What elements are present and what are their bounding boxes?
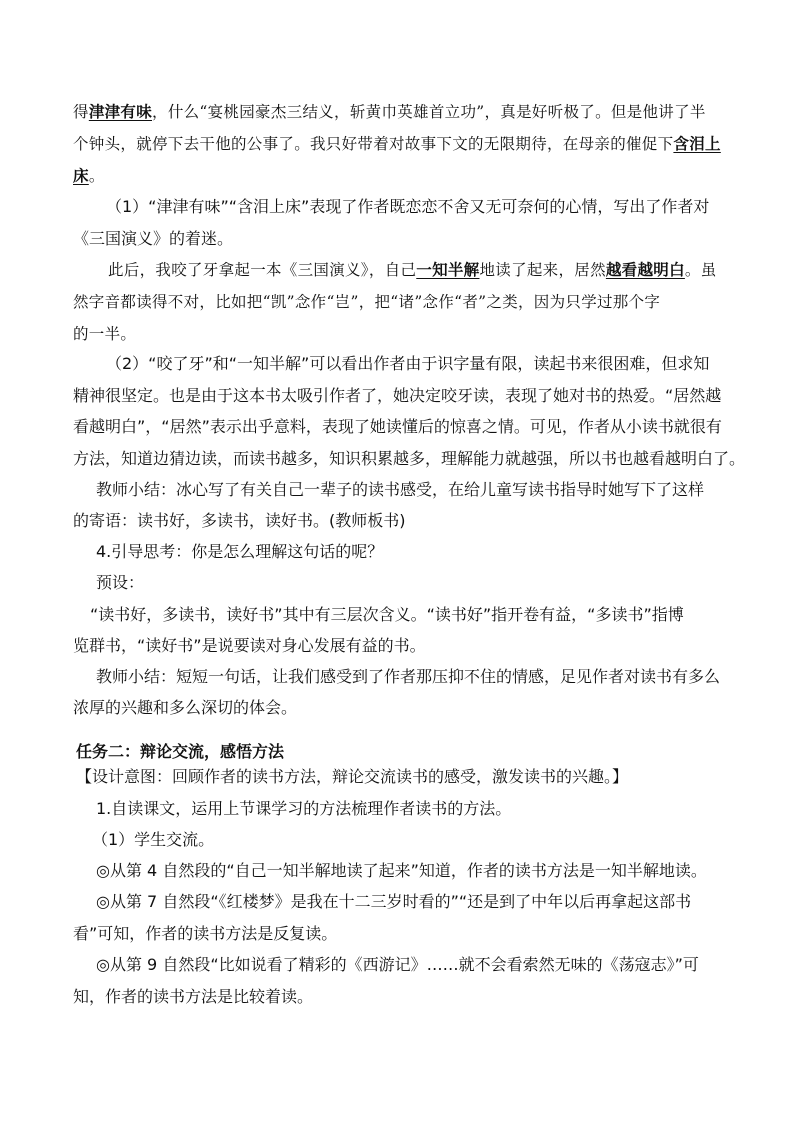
- excerpt-paragraph-1: 得津津有味，什么“宴桃园豪杰三结义，斩黄巾英雄首立功”，真是好听极了。但是他讲了半: [73, 102, 706, 121]
- highlight-phrase: 津津有味: [88, 102, 153, 121]
- highlight-phrase: 越看越明白: [605, 260, 685, 279]
- excerpt-paragraph-1-line-3: 床。: [73, 166, 105, 185]
- preset-line-2: 览群书，“读好书”是说要读对身心发展有益的书。: [73, 636, 426, 655]
- design-intent: 【设计意图：回顾作者的读书方法，辩论交流读书的感受，激发读书的兴趣。】: [76, 767, 629, 786]
- highlight-phrase: 一知半解: [416, 260, 480, 279]
- note-2-line-2: 精神很坚定。也是由于这本书太吸引作者了，她决定咬牙读，表现了她对书的热爱。“居然越: [73, 386, 722, 405]
- note-2-line-1: （2）“咬了牙”和“一知半解”可以看出作者由于识字量有限，读起书来很困难，但求知: [106, 354, 710, 373]
- teacher-summary-1-line-2: 的寄语：读书好，多读书，读好书。(教师板书): [73, 511, 406, 530]
- task-2-title: 任务二：辩论交流，感悟方法: [76, 742, 285, 761]
- excerpt-paragraph-2: 此后，我咬了牙拿起一本《三国演义》，自己一知半解地读了起来，居然越看越明白。虽: [108, 260, 717, 279]
- teacher-summary-2-line-1: 教师小结：短短一句话，让我们感受到了作者那压抑不住的情感，足见作者对读书有多么: [96, 667, 721, 686]
- highlight-phrase: 床: [73, 166, 89, 185]
- method-item-3-line-1: ◎从第 9 自然段“比如说看了精彩的《西游记》……就不会看索然无味的《荡寇志》”可: [96, 955, 699, 974]
- highlight-phrase: 含泪上: [673, 134, 721, 153]
- guiding-question-4: 4.引导思考：你是怎么理解这句话的呢？: [96, 542, 384, 561]
- preset-line-1: “读书好，多读书，读好书”其中有三层次含义。“读书好”指开卷有益，“多读书”指博: [90, 605, 684, 624]
- method-item-2-line-2: 看”可知，作者的读书方法是反复读。: [73, 924, 338, 943]
- note-2-line-4: 方法，知道边猜边读，而读书越多，知识积累越多，理解能力就越强，所以书也越看越明白了。: [73, 449, 746, 468]
- method-item-3-line-2: 知，作者的读书方法是比较着读。: [73, 987, 314, 1006]
- preset-label: 预设：: [96, 573, 145, 592]
- note-2-line-3: 看越明白”，“居然”表示出乎意料，表现了她读懂后的惊喜之情。可见，作者从小读书就很有: [73, 417, 722, 436]
- excerpt-paragraph-1-line-2: 个钟头，就停下去干他的公事了。我只好带着对故事下文的无限期待，在母亲的催促下含泪上: [73, 134, 721, 153]
- excerpt-paragraph-2-line-3: 的一半。: [73, 325, 137, 343]
- method-item-1: ◎从第 4 自然段的“自己一知半解地读了起来”知道，作者的读书方法是一知半解地读。: [96, 861, 707, 880]
- step-1-sub: （1）学生交流。: [92, 830, 215, 849]
- excerpt-paragraph-2-line-2: 然字音都读得不对，比如把“凯”念作“岂”，把“诸”念作“者”之类，因为只学过那个字: [73, 293, 661, 311]
- teacher-summary-1-line-1: 教师小结：冰心写了有关自己一辈子的读书感受，在给儿童写读书指导时她写下了这样: [96, 480, 705, 499]
- note-1-line-2: 《三国演义》的着迷。: [73, 229, 234, 248]
- step-1: 1.自读课文，运用上节课学习的方法梳理作者读书的方法。: [96, 799, 512, 818]
- teacher-summary-2-line-2: 浓厚的兴趣和多么深切的体会。: [73, 698, 298, 717]
- note-1-line-1: （1）“津津有味”“含泪上床”表现了作者既恋恋不舍又无可奈何的心情，写出了作者对: [106, 197, 710, 216]
- method-item-2-line-1: ◎从第 7 自然段“《红楼梦》是我在十二三岁时看的”“还是到了中年以后再拿起这部书: [96, 892, 692, 911]
